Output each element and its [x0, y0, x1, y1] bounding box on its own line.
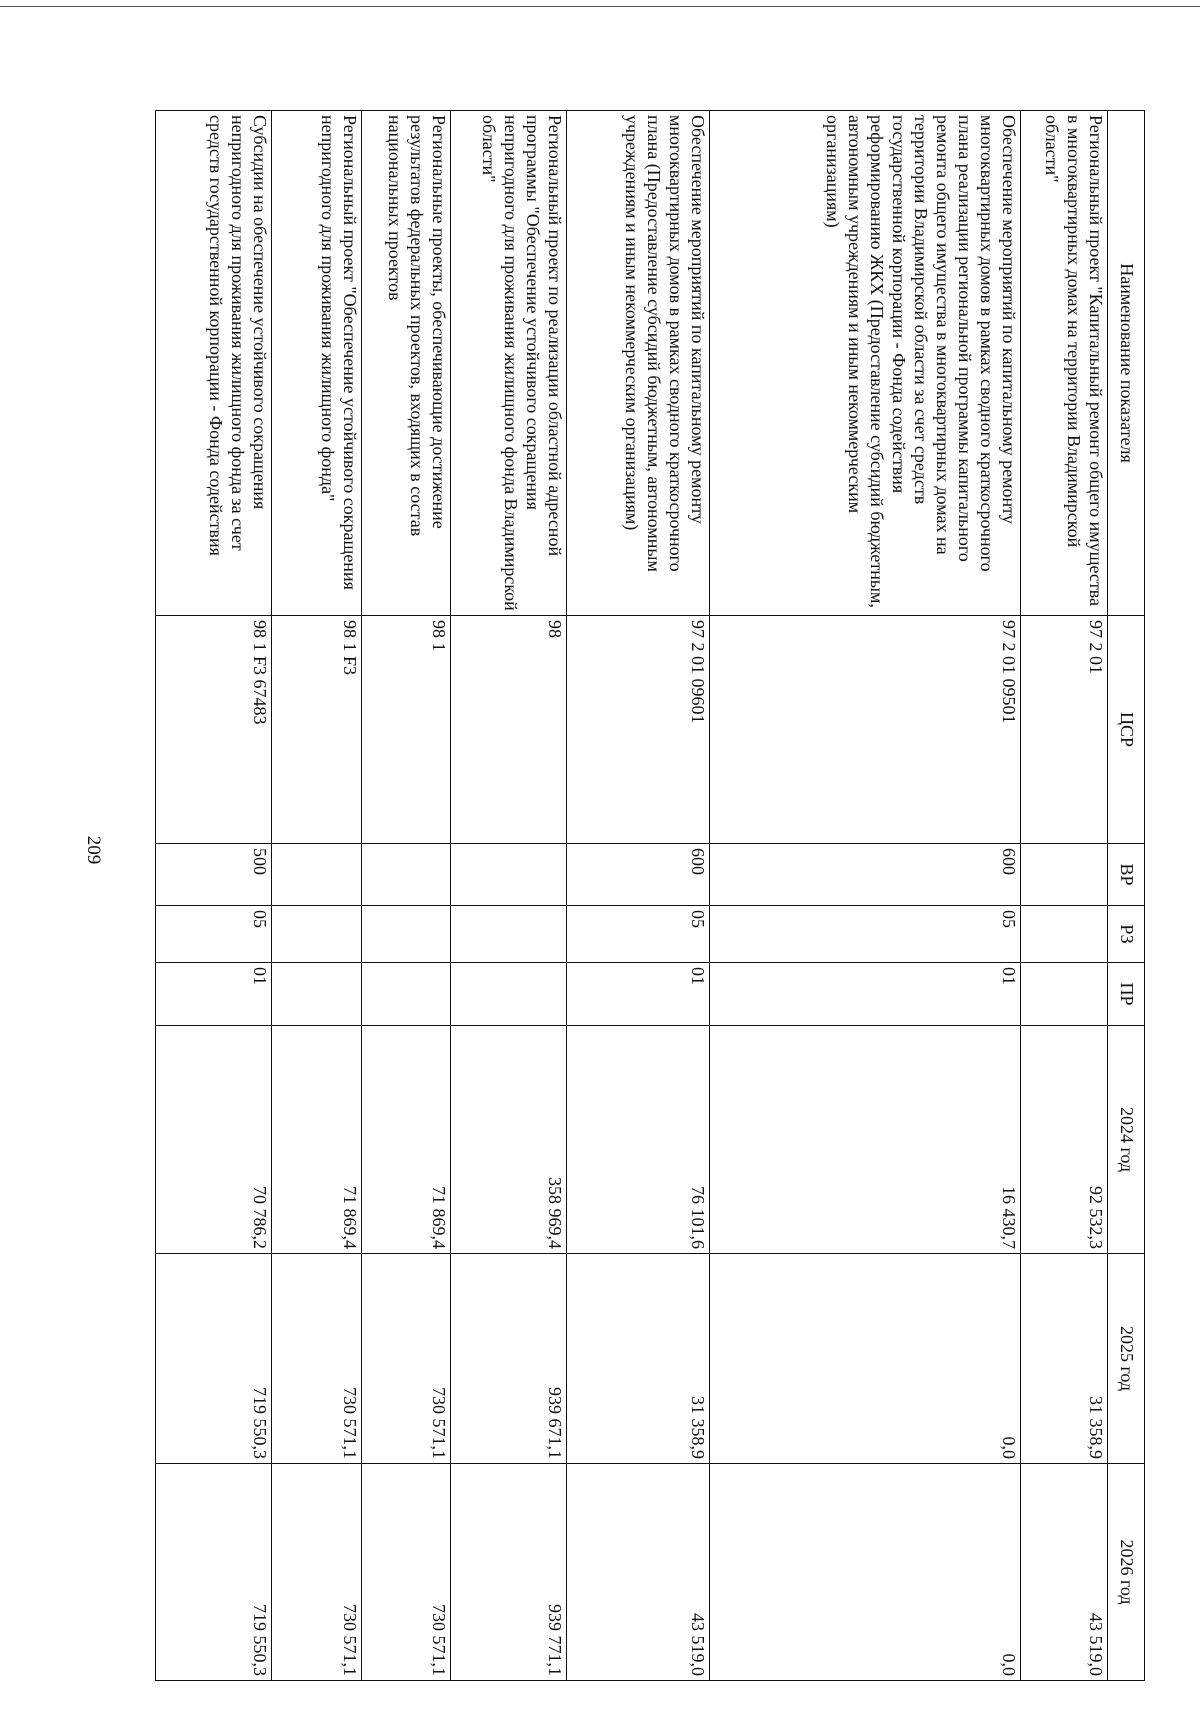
- table-row: [567, 111, 710, 1681]
- cell-csr: 98 1: [361, 616, 450, 844]
- cell-2025: 939 671,1: [451, 1254, 567, 1464]
- cell-pr: [361, 963, 450, 1026]
- cell-csr: 98 1 F3: [272, 616, 361, 844]
- cell-2026: 43 519,0: [1020, 1464, 1107, 1681]
- budget-table: [155, 110, 1145, 1681]
- cell-rz: 05: [156, 906, 272, 963]
- cell-2024: 358 969,4: [451, 1026, 567, 1254]
- cell-csr: 98 1 F3 67483: [156, 616, 272, 844]
- header-2024: 2024 год: [1108, 1026, 1145, 1254]
- cell-2024: 71 869,4: [361, 1026, 450, 1254]
- cell-vr: [272, 844, 361, 906]
- page-number-text: 209: [83, 835, 104, 865]
- header-2026: 2026 год: [1108, 1464, 1145, 1681]
- cell-csr: 97 2 01 09601: [567, 616, 710, 844]
- table-row: [361, 111, 450, 1681]
- cell-name: Региональный проект по реализации областной адресной программы "Обеспечение устойчивого сокращения непригодного для проживания жилищного фонда Владимирской области": [451, 111, 567, 616]
- cell-2026: 719 550,3: [156, 1464, 272, 1681]
- cell-rz: [361, 906, 450, 963]
- header-vr: ВР: [1108, 844, 1145, 906]
- cell-pr: 01: [710, 963, 1021, 1026]
- cell-pr: [451, 963, 567, 1026]
- cell-2025: 730 571,1: [361, 1254, 450, 1464]
- table-row: [156, 111, 272, 1681]
- cell-vr: [1020, 844, 1107, 906]
- cell-2026: 730 571,1: [272, 1464, 361, 1681]
- cell-pr: 01: [567, 963, 710, 1026]
- cell-pr: [1020, 963, 1107, 1026]
- cell-vr: 600: [710, 844, 1021, 906]
- cell-pr: [272, 963, 361, 1026]
- cell-name: Региональный проект "Капитальный ремонт общего имущества в многоквартирных домах на территории Владимирской области": [1020, 111, 1107, 616]
- cell-rz: [1020, 906, 1107, 963]
- cell-name: Обеспечение мероприятий по капитальному ремонту многоквартирных домов в рамках сводного краткосрочного плана (Предоставление субсидий бюджетным, автономным учреждениям и иным некоммерческим организациям): [567, 111, 710, 616]
- cell-name: Региональные проекты, обеспечивающие достижение результатов федеральных проектов, входящих в состав национальных проектов: [361, 111, 450, 616]
- header-name: Наименование показателя: [1108, 111, 1145, 616]
- cell-vr: [451, 844, 567, 906]
- cell-name: Обеспечение мероприятий по капитальному ремонту многоквартирных домов в рамках сводного краткосрочного плана реализации региональной программы капитального ремонта общего имущества в многоквартирных домах на территории Владимирской области за счет средств государственной корпорации - Фонда содействия реформированию ЖКХ (Предоставление субсидий бюджетным, автономным учреждениям и иным некоммерческим организациям): [710, 111, 1021, 616]
- cell-2025: 0,0: [710, 1254, 1021, 1464]
- cell-rz: 05: [567, 906, 710, 963]
- cell-2026: 730 571,1: [361, 1464, 450, 1681]
- cell-rz: [451, 906, 567, 963]
- cell-2024: 16 430,7: [710, 1026, 1021, 1254]
- cell-2026: 939 771,1: [451, 1464, 567, 1681]
- cell-2025: 730 571,1: [272, 1254, 361, 1464]
- cell-2024: 70 786,2: [156, 1026, 272, 1254]
- cell-name: Региональный проект "Обеспечение устойчивого сокращения непригодного для проживания жилищного фонда": [272, 111, 361, 616]
- cell-csr: 97 2 01 09501: [710, 616, 1021, 844]
- cell-2026: 0,0: [710, 1464, 1021, 1681]
- cell-rz: 05: [710, 906, 1021, 963]
- cell-2025: 719 550,3: [156, 1254, 272, 1464]
- cell-csr: 98: [451, 616, 567, 844]
- cell-name: Субсидии на обеспечение устойчивого сокращения непригодного для проживания жилищного фонда за счет средств государственной корпорации - Фонда содействия: [156, 111, 272, 616]
- table-header-row: [1108, 111, 1145, 1681]
- header-csr: ЦСР: [1108, 616, 1145, 844]
- table-row: [710, 111, 1021, 1681]
- budget-table-container: [155, 110, 1145, 1680]
- table-row: [451, 111, 567, 1681]
- header-2025: 2025 год: [1108, 1254, 1145, 1464]
- cell-2024: 76 101,6: [567, 1026, 710, 1254]
- scan-edge-line: [0, 6, 1200, 7]
- cell-2026: 43 519,0: [567, 1464, 710, 1681]
- cell-2025: 31 358,9: [567, 1254, 710, 1464]
- cell-vr: 500: [156, 844, 272, 906]
- cell-csr: 97 2 01: [1020, 616, 1107, 844]
- header-pr: ПР: [1108, 963, 1145, 1026]
- header-rz: РЗ: [1108, 906, 1145, 963]
- page-number: [78, 830, 108, 870]
- cell-vr: 600: [567, 844, 710, 906]
- cell-pr: 01: [156, 963, 272, 1026]
- cell-2024: 71 869,4: [272, 1026, 361, 1254]
- cell-rz: [272, 906, 361, 963]
- cell-vr: [361, 844, 450, 906]
- cell-2024: 92 532,3: [1020, 1026, 1107, 1254]
- cell-2025: 31 358,9: [1020, 1254, 1107, 1464]
- table-row: [272, 111, 361, 1681]
- table-row: [1020, 111, 1107, 1681]
